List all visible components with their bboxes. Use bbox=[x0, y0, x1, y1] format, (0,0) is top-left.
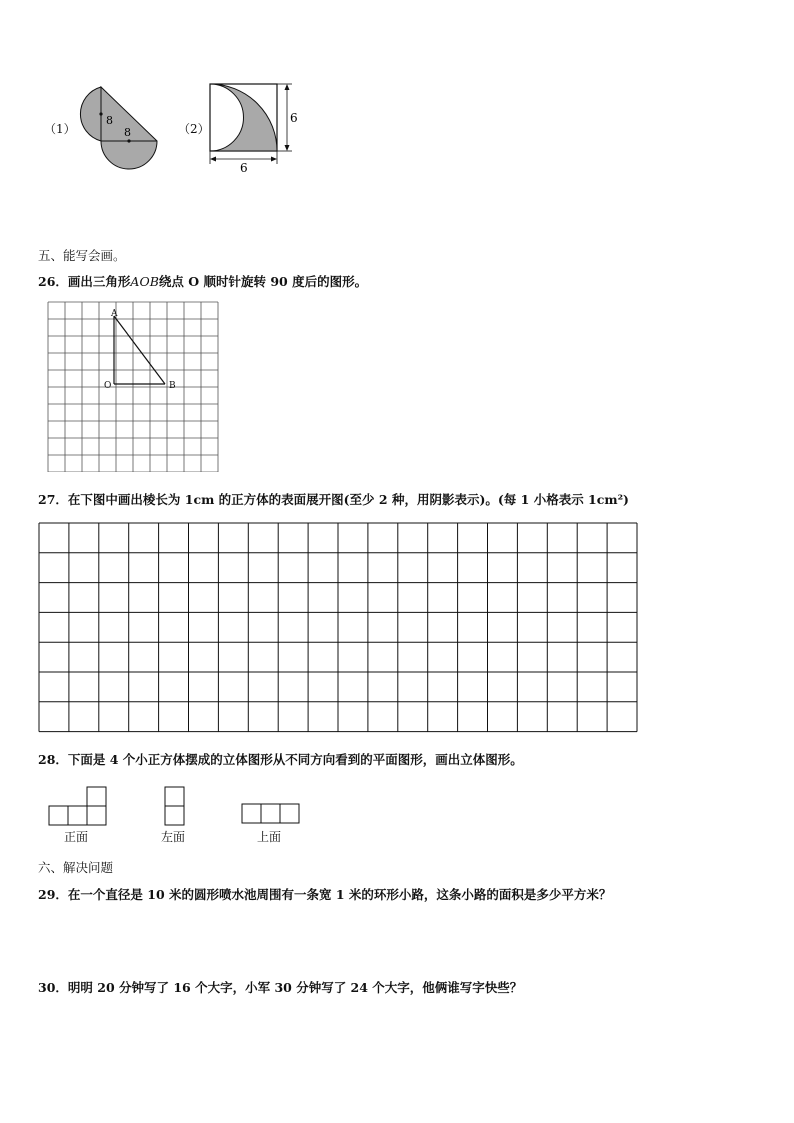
rotation-grid bbox=[46, 300, 220, 472]
figure-2-dim-height: 6 bbox=[290, 111, 298, 125]
figure-2-dim-width: 6 bbox=[240, 161, 248, 175]
net-drawing-grid bbox=[38, 521, 640, 733]
top-view-label: 上面 bbox=[257, 830, 282, 844]
question-26-text-after: 绕点 O 顺时针旋转 90 度后的图形。 bbox=[158, 274, 368, 289]
section-6-title: 六、解决问题 bbox=[38, 860, 114, 875]
question-28-text: 下面是 4 个小正方体摆成的立体图形从不同方向看到的平面图形，画出立体图形。 bbox=[67, 752, 523, 767]
question-27-number: 27． bbox=[38, 492, 68, 507]
question-29-number: 29． bbox=[38, 887, 68, 902]
question-28-number: 28． bbox=[38, 752, 68, 767]
question-29-text: 在一个直径是 10 米的圆形喷水池周围有一条宽 1 米的环形小路，这条小路的面积是多少平方米？ bbox=[67, 887, 612, 902]
question-26-triangle-name: AOB bbox=[130, 274, 159, 289]
question-30-number: 30． bbox=[38, 980, 68, 995]
figure-2-square-with-arcs bbox=[200, 78, 305, 175]
question-30 bbox=[38, 978, 522, 996]
left-view-label: 左面 bbox=[161, 830, 186, 844]
left-view-figure bbox=[163, 786, 187, 828]
question-26-number: 26． bbox=[38, 274, 68, 289]
point-a-label: A bbox=[111, 309, 118, 319]
figure-1-label: （1） bbox=[44, 122, 76, 136]
question-27 bbox=[38, 490, 629, 508]
question-29 bbox=[38, 885, 611, 903]
section-5-title: 五、能写会画。 bbox=[38, 248, 126, 263]
question-30-text: 明明 20 分钟写了 16 个大字，小军 30 分钟写了 24 个大字，他俩谁写字快些？ bbox=[67, 980, 523, 995]
question-28 bbox=[38, 750, 523, 768]
question-26 bbox=[38, 272, 367, 290]
figure-1-dim-a: 8 bbox=[106, 114, 113, 127]
question-27-text: 在下图中画出棱长为 1cm 的正方体的表面展开图(至少 2 种，用阴影表示)。(每 1 小格表示 1cm²) bbox=[67, 492, 629, 507]
figure-1-dim-b: 8 bbox=[124, 126, 131, 139]
top-view-figure bbox=[240, 802, 304, 826]
figure-2-label: （2） bbox=[178, 122, 210, 136]
point-o-label: O bbox=[104, 381, 112, 391]
figure-1-shaded-semicircles bbox=[68, 82, 160, 174]
point-b-label: B bbox=[169, 381, 176, 391]
question-26-text-before: 画出三角形 bbox=[67, 274, 131, 289]
front-view-figure bbox=[48, 786, 108, 828]
front-view-label: 正面 bbox=[64, 830, 89, 844]
